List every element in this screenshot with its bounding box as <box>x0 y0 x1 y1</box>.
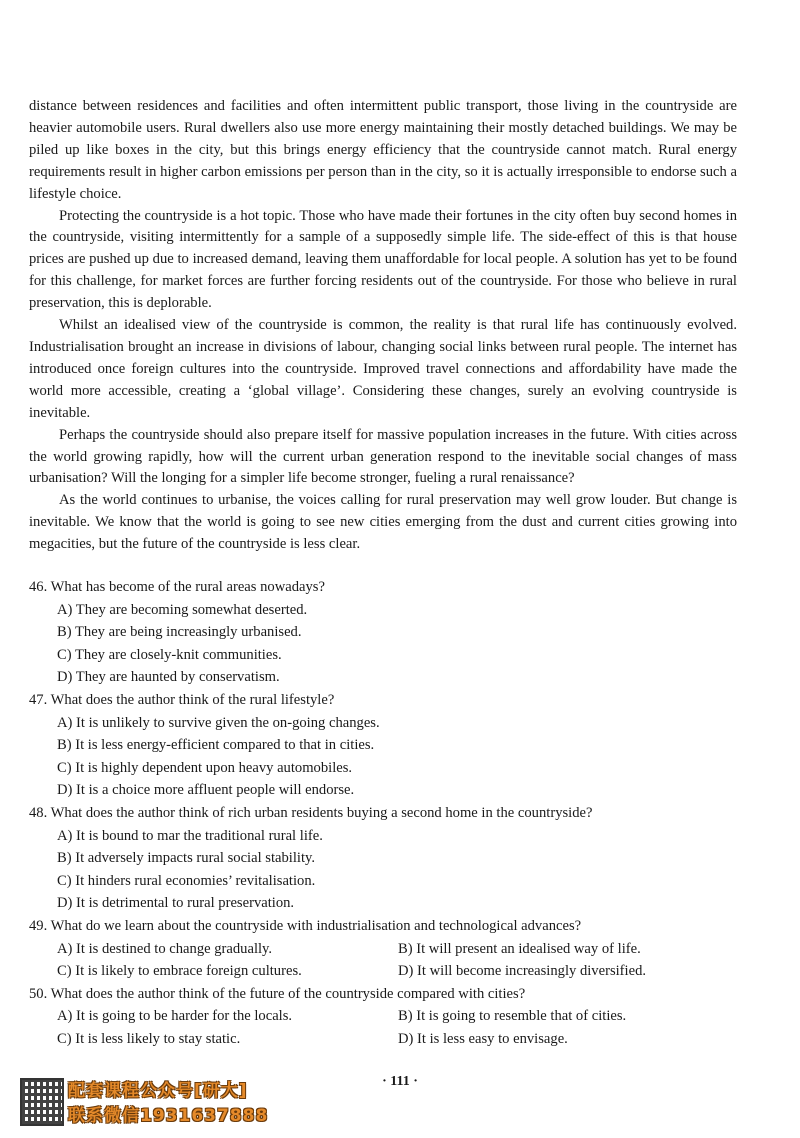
question-item <box>29 802 737 915</box>
qr-code-icon <box>20 1078 64 1126</box>
question-stem: 48. What does the author think of rich urban residents buying a second home in the countryside? <box>29 804 593 821</box>
answer-option[interactable]: D) It will become increasingly diversified. <box>398 963 647 980</box>
answer-option[interactable]: C) It is less likely to stay static. <box>57 1030 241 1047</box>
passage-paragraph: distance between residences and facilities and often intermittent public transport, those living in the countryside are heavier automobile users. Rural dwellers also use more energy maintaining their mostly detached buildings. We may be piled up like boxes in the city, but this brings energy efficiency that the countryside cannot match. Rural energy requirements result in higher carbon emissions per person than in the city, so it is actually irresponsible to endorse such a lifestyle choice. <box>29 98 737 202</box>
passage-paragraph: Protecting the countryside is a hot topic. Those who have made their fortunes in the city often buy second homes in the countryside, visiting intermittently for a sample of a supposedly simple life. The side-effect of this is that house prices are pushed up due to increased demand, leaving them unaffordable for local people. A solution has yet to be found for this challenge, for market forces are further forcing residents out of the countryside. For those who believe in rural preservation, this is deplorable. <box>29 207 737 312</box>
passage-paragraph: Perhaps the countryside should also prepare itself for massive population increases in the future. With cities across the world growing rapidly, how will the current urban generation respond to the inevitable social changes of mass urbanisation? Will the longing for a simpler life become stronger, fueling a rural renaissance? <box>29 426 737 487</box>
answer-option[interactable]: B) They are being increasingly urbanised. <box>57 624 302 641</box>
reading-passage <box>29 96 737 556</box>
answer-option[interactable]: A) They are becoming somewhat deserted. <box>57 601 308 618</box>
answer-option[interactable]: B) It is going to resemble that of cities. <box>398 1008 627 1025</box>
answer-option[interactable]: A) It is unlikely to survive given the on-going changes. <box>57 714 380 731</box>
page-number: · 111 · <box>382 1074 418 1089</box>
answer-option[interactable]: C) It hinders rural economies’ revitalisation. <box>57 872 316 889</box>
footer-banner <box>20 1078 320 1130</box>
answer-option[interactable]: A) It is going to be harder for the locals. <box>57 1008 293 1025</box>
question-item <box>29 915 737 983</box>
answer-options <box>29 1005 737 1050</box>
passage-paragraph: As the world continues to urbanise, the voices calling for rural preservation may well grow louder. But change is inevitable. We know that the world is going to see new cities emerging from the dust and current cities growing into megacities, but the future of the countryside is less clear. <box>29 492 737 553</box>
question-item <box>29 983 737 1051</box>
question-item <box>29 576 737 689</box>
answer-option[interactable]: A) It is bound to mar the traditional rural life. <box>57 827 323 844</box>
answer-options <box>29 712 737 802</box>
question-stem: 47. What does the author think of the rural lifestyle? <box>29 691 335 708</box>
answer-options <box>29 825 737 915</box>
answer-option[interactable]: C) It is highly dependent upon heavy automobiles. <box>57 759 353 776</box>
answer-option[interactable]: B) It adversely impacts rural social stability. <box>57 850 316 867</box>
answer-option[interactable]: D) It is less easy to envisage. <box>398 1030 568 1047</box>
banner-line-2: 联系微信1931637888 <box>68 1106 269 1126</box>
answer-option[interactable]: C) It is likely to embrace foreign cultures. <box>57 963 302 980</box>
question-stem: 46. What has become of the rural areas nowadays? <box>29 579 325 595</box>
question-list <box>29 576 737 1050</box>
passage-paragraph: Whilst an idealised view of the countryside is common, the reality is that rural life has continuously evolved. Industrialisation brought an increase in divisions of labour, changing social links between rural people. The internet has introduced once foreign cultures into the countryside. Improved travel connections and affordability have made the world more accessible, creating a ‘global village’. Considering these changes, surely an evolving countryside is inevitable. <box>29 317 737 421</box>
answer-option[interactable]: D) It is detrimental to rural preservation. <box>57 895 295 912</box>
answer-option[interactable]: B) It is less energy-efficient compared to that in cities. <box>57 737 375 754</box>
answer-option[interactable]: D) It is a choice more affluent people will endorse. <box>57 782 355 799</box>
question-stem: 50. What does the author think of the future of the countryside compared with cities? <box>29 985 526 1002</box>
answer-option[interactable]: A) It is destined to change gradually. <box>57 940 273 957</box>
answer-option[interactable]: B) It will present an idealised way of life. <box>398 940 641 957</box>
question-item <box>29 689 737 802</box>
question-stem: 49. What do we learn about the countryside with industrialisation and technological advances? <box>29 917 582 934</box>
answer-option[interactable]: C) They are closely-knit communities. <box>57 646 282 663</box>
answer-options <box>29 599 737 689</box>
answer-options <box>29 938 737 983</box>
banner-line-1: 配套课程公众号[研大] <box>68 1081 248 1101</box>
answer-option[interactable]: D) They are haunted by conservatism. <box>57 669 280 686</box>
